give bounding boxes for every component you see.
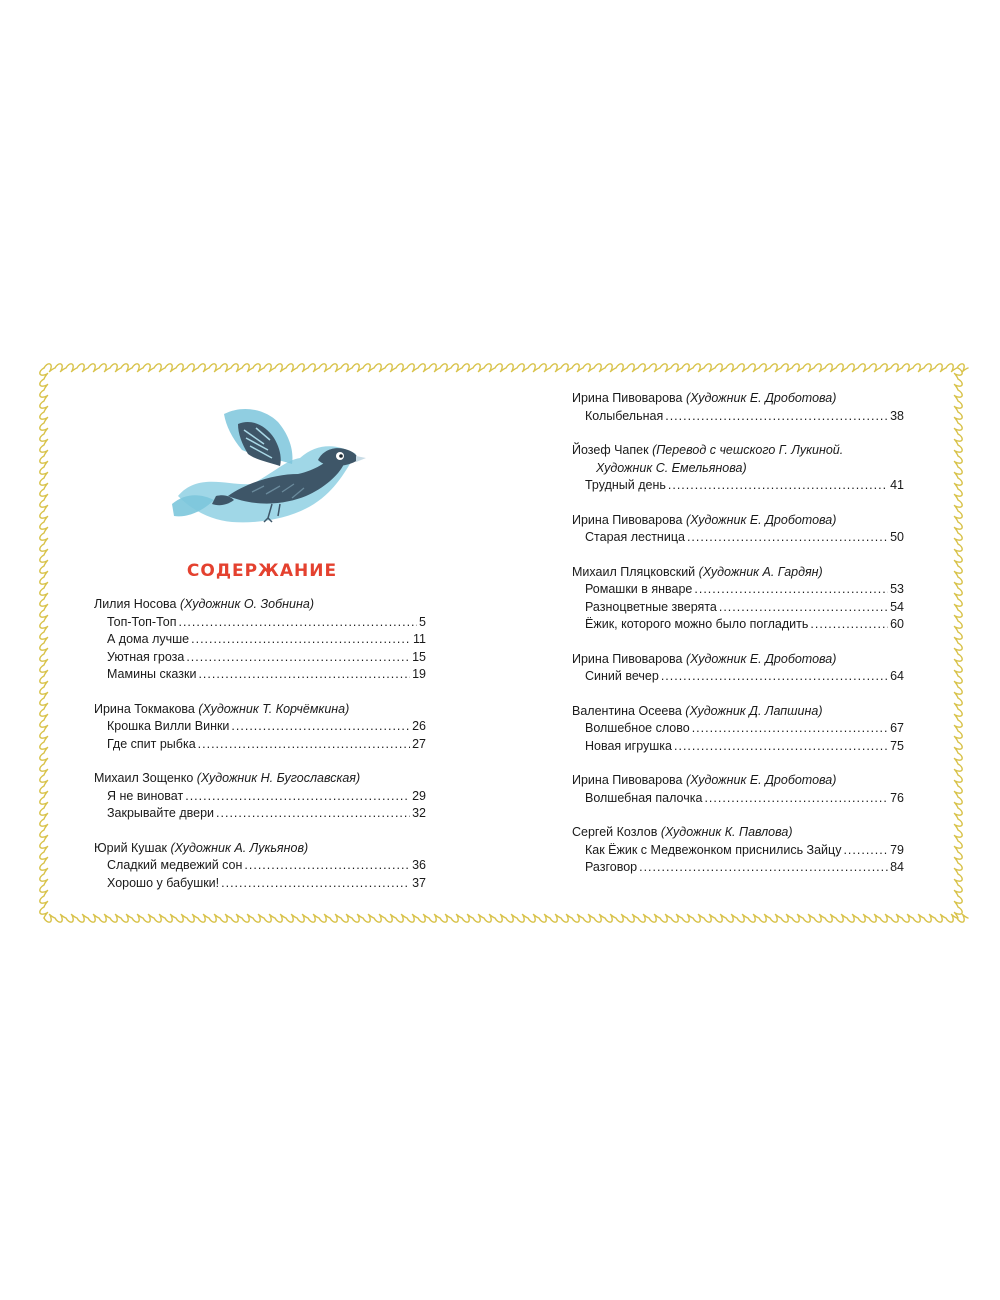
illustrator-note: (Художник А. Лукьянов) (170, 840, 309, 855)
toc-group (94, 596, 426, 684)
entry-title: Трудный день (585, 478, 666, 492)
toc-group (572, 512, 904, 547)
author-name: Михаил Пляцковский (572, 564, 696, 579)
entry-page-number: 27 (412, 736, 426, 751)
illustrator-note: (Художник Е. Дроботова) (685, 512, 837, 527)
toc-entry[interactable] (94, 614, 426, 632)
dot-leader (668, 477, 888, 495)
illustrator-note: (Художник О. Зобнина) (179, 597, 314, 611)
dot-leader (639, 859, 888, 877)
author-name: Ирина Пивоварова (572, 651, 683, 666)
illustrator-note: (Художник А. Гардян) (698, 564, 823, 579)
toc-entry[interactable] (94, 788, 426, 806)
entry-page-number: 75 (890, 738, 904, 753)
toc-entry[interactable] (572, 668, 904, 686)
entry-title: Новая игрушка (585, 738, 672, 753)
dot-leader (198, 666, 410, 684)
toc-entry[interactable] (94, 736, 426, 754)
illustrator-note: (Перевод с чешского Г. Лукиной. (652, 443, 844, 457)
author-line (94, 701, 426, 719)
toc-entry[interactable] (572, 859, 904, 877)
dot-leader (231, 718, 410, 736)
toc-entry[interactable] (572, 616, 904, 634)
toc-entry[interactable] (94, 805, 426, 823)
toc-entry[interactable] (572, 529, 904, 547)
illustrator-note: (Художник Т. Корчёмкина) (198, 701, 350, 716)
entry-page-number: 84 (890, 860, 904, 874)
entry-title: Волшебное слово (585, 721, 690, 735)
author-name: Валентина Осеева (572, 703, 682, 718)
entry-page-number: 36 (412, 858, 426, 872)
author-name: Ирина Пивоварова (572, 391, 683, 405)
toc-entry[interactable] (572, 581, 904, 599)
toc-entry[interactable] (94, 649, 426, 667)
entry-page-number: 15 (412, 649, 426, 664)
entry-title: Ёжик, которого можно было погладить (585, 617, 809, 631)
entry-title: Разговор (585, 860, 638, 874)
author-name: Ирина Пивоварова (572, 773, 683, 787)
entry-title: Уютная гроза (107, 649, 185, 664)
author-line (572, 651, 904, 669)
border-bottom (44, 914, 968, 922)
entry-title: Ромашки в январе (585, 582, 693, 596)
toc-group (572, 442, 904, 495)
toc-entry[interactable] (572, 477, 904, 495)
dot-leader (719, 599, 888, 617)
toc-entry[interactable] (94, 857, 426, 875)
author-line (572, 772, 904, 790)
dot-leader (186, 649, 410, 667)
dot-leader (216, 805, 410, 823)
toc-group (572, 651, 904, 686)
toc-group (94, 840, 426, 893)
entry-page-number: 29 (412, 788, 426, 803)
dot-leader (178, 614, 417, 632)
entry-page-number: 79 (890, 842, 904, 857)
border-left (40, 368, 48, 918)
author-name: Михаил Зощенко (94, 771, 194, 785)
entry-page-number: 37 (412, 875, 426, 890)
entry-page-number: 32 (412, 806, 426, 820)
author-name: Лилия Носова (94, 597, 177, 611)
entry-page-number: 38 (890, 408, 904, 423)
toc-group (572, 824, 904, 877)
toc-entry[interactable] (94, 631, 426, 649)
entry-title: А дома лучше (107, 632, 190, 646)
toc-title: СОДЕРЖАНИЕ (186, 561, 338, 581)
entry-page-number: 64 (890, 669, 904, 683)
author-line (572, 512, 904, 530)
dot-leader (198, 736, 410, 754)
entry-page-number: 50 (890, 530, 904, 544)
author-line (94, 840, 426, 858)
author-line (572, 390, 904, 408)
entry-page-number: 76 (890, 790, 904, 805)
dot-leader (704, 790, 888, 808)
entry-title: Сладкий медвежий сон (107, 858, 243, 872)
entry-page-number: 11 (413, 632, 426, 646)
dot-leader (843, 842, 888, 860)
author-line (572, 824, 904, 842)
toc-group (94, 770, 426, 823)
entry-page-number: 5 (419, 614, 426, 629)
dot-leader (674, 738, 888, 756)
bird-beak (356, 456, 366, 462)
entry-title: Как Ёжик с Медвежонком приснились Зайцу (585, 842, 842, 857)
entry-title: Я не виноват (107, 788, 184, 803)
toc-entry[interactable] (572, 720, 904, 738)
toc-group (94, 701, 426, 754)
toc-group (572, 703, 904, 756)
illustrator-note-continued: Художник С. Емельянова) (596, 460, 747, 475)
entry-title: Крошка Вилли Винки (107, 719, 230, 733)
toc-entry[interactable] (94, 666, 426, 684)
dot-leader (661, 668, 888, 686)
author-name: Юрий Кушак (94, 840, 167, 855)
author-line (94, 770, 426, 788)
dot-leader (244, 857, 410, 875)
author-line (572, 564, 904, 582)
author-name: Сергей Козлов (572, 825, 658, 839)
toc-group (572, 390, 904, 425)
entry-title: Колыбельная (585, 408, 664, 423)
entry-title: Разноцветные зверята (585, 599, 717, 614)
entry-page-number: 26 (412, 719, 426, 733)
entry-title: Волшебная палочка (585, 790, 703, 805)
entry-page-number: 53 (890, 582, 904, 596)
author-line (572, 703, 904, 721)
author-name: Йозеф Чапек (572, 443, 649, 457)
entry-title: Закрывайте двери (107, 806, 215, 820)
toc-entry[interactable] (572, 790, 904, 808)
illustrator-note: (Художник Е. Дроботова) (685, 651, 837, 666)
toc-entry[interactable] (572, 738, 904, 756)
entry-page-number: 19 (412, 667, 426, 681)
entry-page-number: 67 (890, 721, 904, 735)
entry-page-number: 60 (890, 617, 904, 631)
illustrator-note: (Художник Е. Дроботова) (685, 391, 837, 405)
illustrator-note: (Художник К. Павлова) (660, 825, 793, 839)
dot-leader (810, 616, 888, 634)
toc-group (572, 564, 904, 634)
dot-leader (694, 581, 888, 599)
dot-leader (687, 529, 888, 547)
illustrator-note: (Художник Д. Лапшина) (685, 703, 823, 718)
toc-entry[interactable] (572, 599, 904, 617)
entry-title: Хорошо у бабушки! (107, 875, 220, 890)
entry-page-number: 54 (890, 599, 904, 614)
author-name: Ирина Пивоварова (572, 512, 683, 527)
dot-leader (665, 408, 888, 426)
toc-left-column (94, 596, 426, 909)
toc-entry[interactable] (572, 408, 904, 426)
entry-title: Топ-Топ-Топ (107, 614, 177, 629)
dot-leader (185, 788, 410, 806)
border-top (44, 364, 968, 372)
dot-leader (191, 631, 411, 649)
author-name: Ирина Токмакова (94, 701, 195, 716)
entry-title: Мамины сказки (107, 667, 197, 681)
toc-entry[interactable] (94, 875, 426, 893)
author-line (572, 442, 904, 460)
entry-title: Где спит рыбка (107, 736, 196, 751)
toc-entry[interactable] (572, 842, 904, 860)
toc-right-column (572, 390, 904, 894)
dot-leader (692, 720, 888, 738)
entry-page-number: 41 (890, 478, 904, 492)
entry-title: Старая лестница (585, 530, 685, 544)
author-line (94, 596, 426, 614)
border-right (954, 368, 962, 918)
toc-entry[interactable] (94, 718, 426, 736)
dot-leader (221, 875, 410, 893)
entry-title: Синий вечер (585, 669, 659, 683)
bluebird-illustration (168, 400, 368, 530)
toc-group (572, 772, 904, 807)
illustrator-note: (Художник Е. Дроботова) (685, 773, 837, 787)
illustrator-note: (Художник Н. Бугославская) (196, 771, 361, 785)
